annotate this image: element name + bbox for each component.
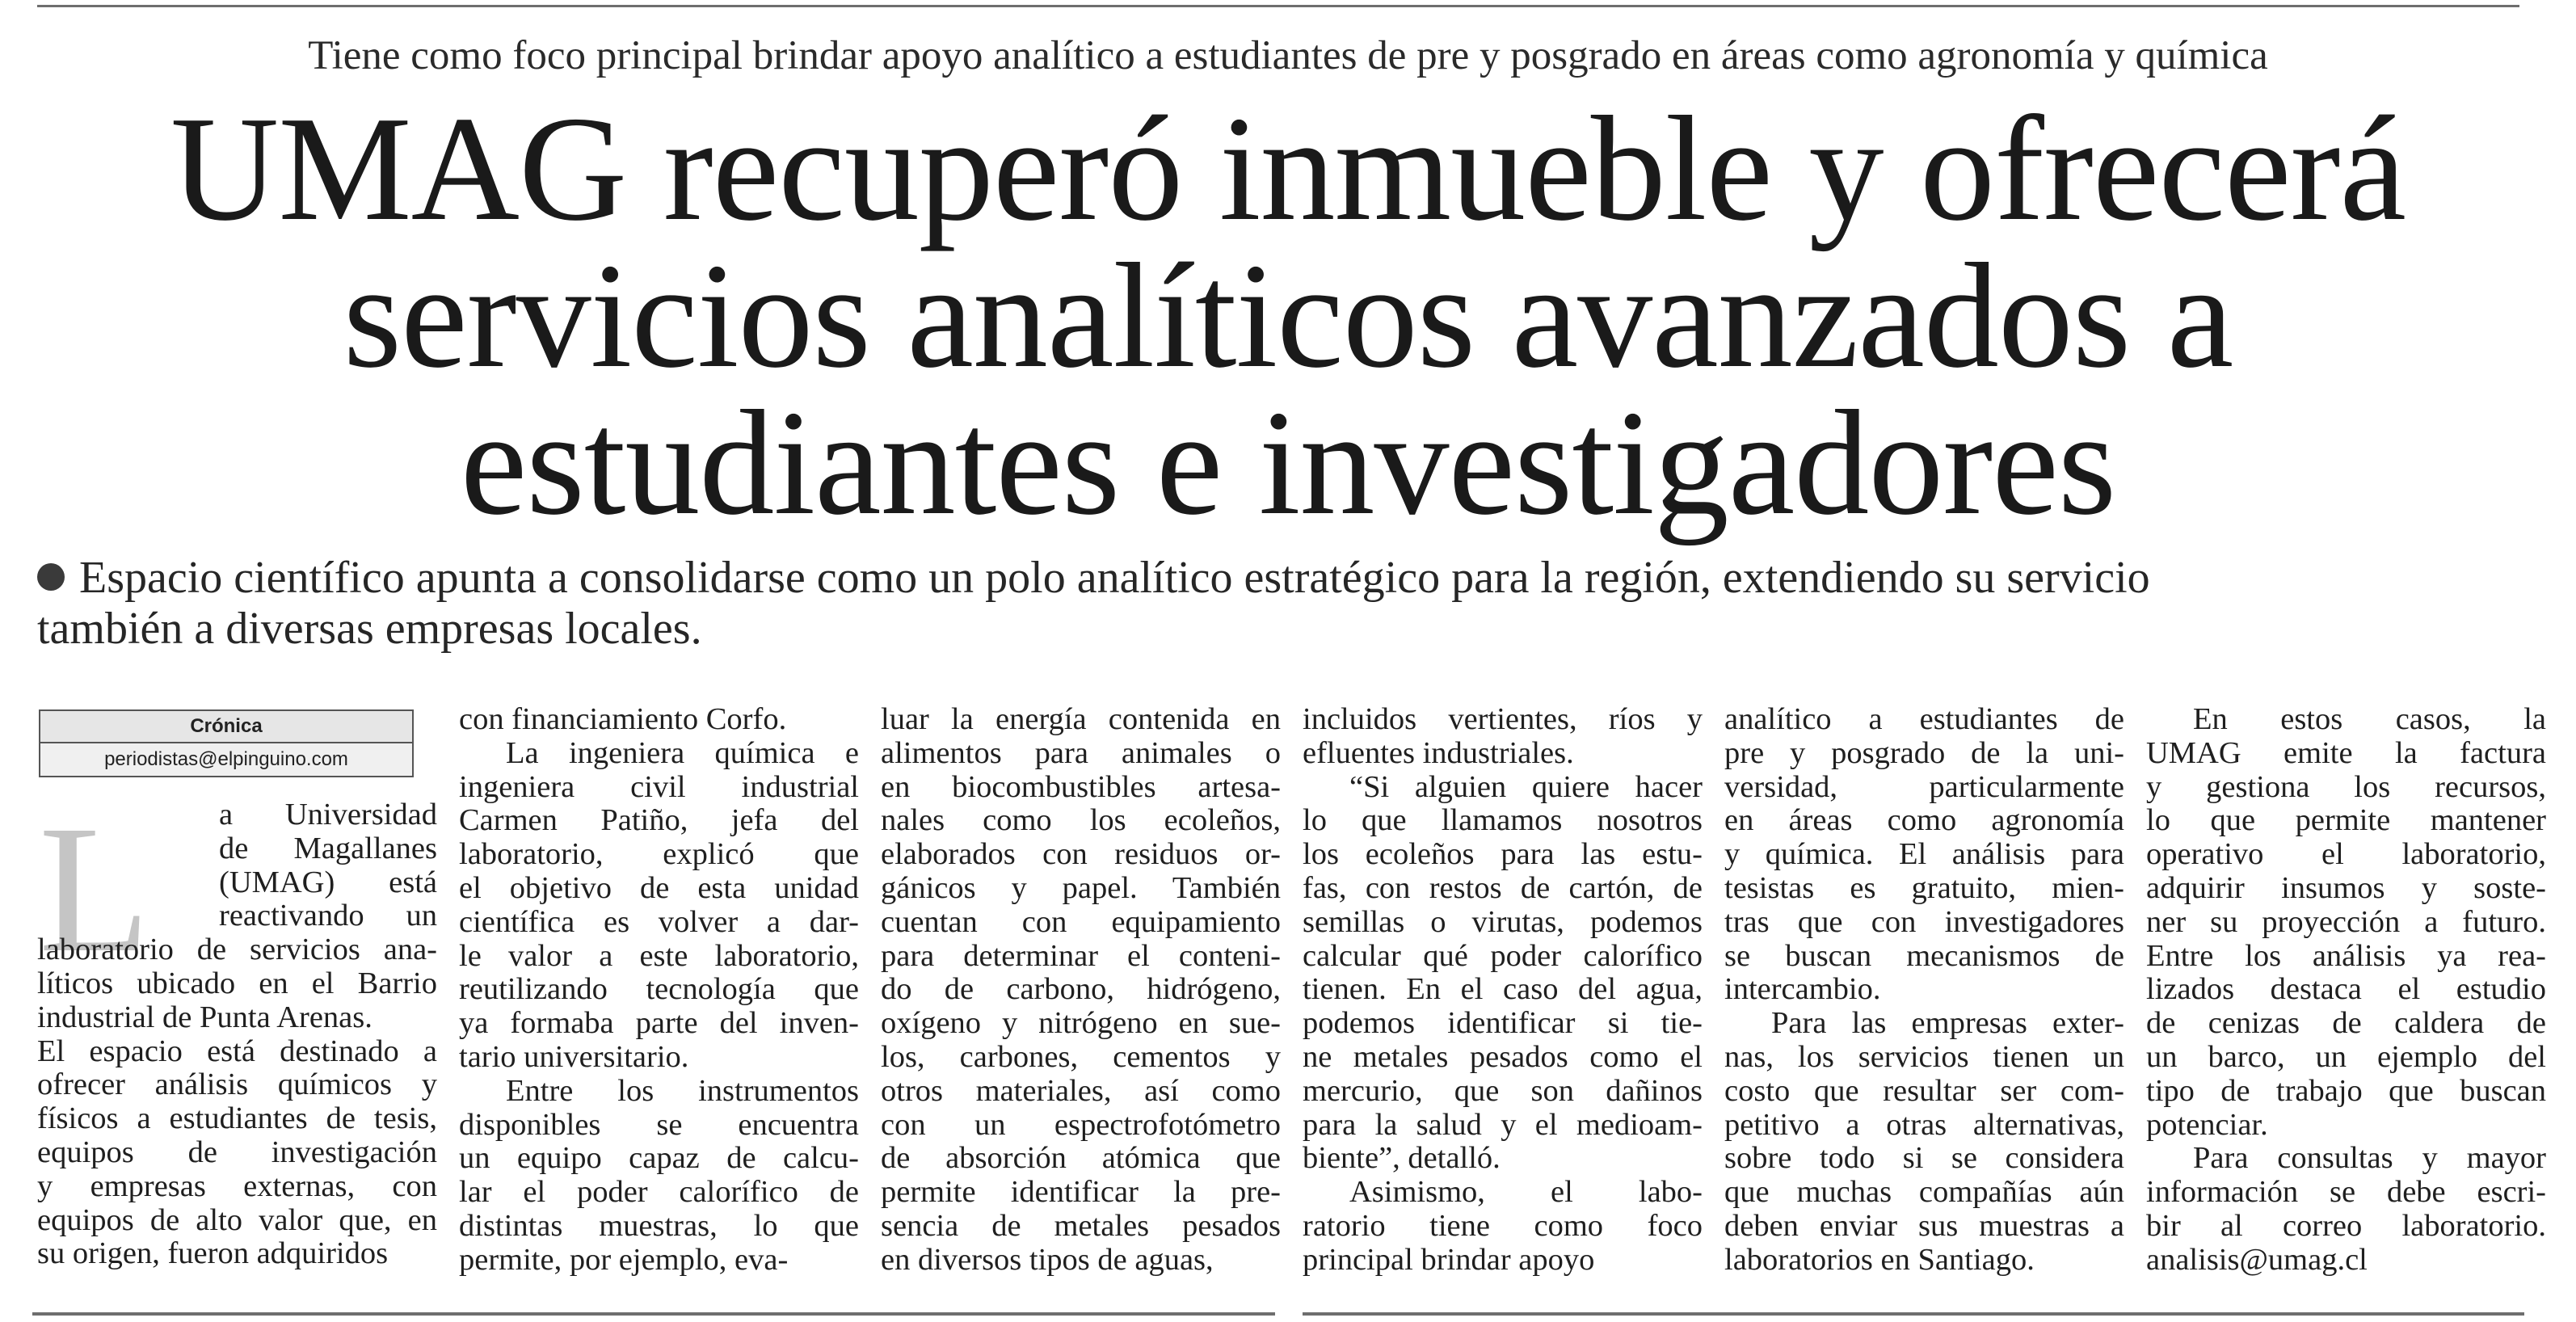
text-line: operativo el laboratorio,	[2146, 837, 2546, 872]
text-line: de absorción atómica que	[881, 1141, 1281, 1176]
text-line: los, carbones, cementos y	[881, 1039, 1281, 1074]
text-line: para determinar el conteni-	[881, 938, 1281, 973]
text-line: principal brindar apoyo	[1303, 1242, 1595, 1277]
text-line: para la salud y el medioam-	[1303, 1107, 1703, 1142]
text-line: analítico a estudiantes de	[1724, 702, 2124, 736]
text-line: ya formaba parte del inven-	[459, 1006, 859, 1041]
text-line: otros materiales, así como	[881, 1073, 1281, 1108]
text-line: reactivando un	[219, 899, 437, 933]
text-line: a Universidad	[219, 798, 437, 832]
text-line: En estos casos, la	[2193, 702, 2546, 736]
bullet-icon	[37, 563, 65, 591]
text-line: y química. El análisis para	[1724, 837, 2124, 872]
text-line: UMAG emite la factura	[2146, 735, 2546, 770]
text-line: elaborados con residuos or-	[881, 837, 1281, 872]
text-line: laboratorios en Santiago.	[1724, 1242, 2035, 1277]
text-line: Carmen Patiño, jefa del	[459, 803, 859, 838]
text-line: información se debe escri-	[2146, 1175, 2546, 1210]
text-line: tario universitario.	[459, 1039, 689, 1074]
headline-line: estudiantes e investigadores	[460, 380, 2116, 546]
text-line: Asimismo, el labo-	[1349, 1175, 1703, 1210]
text-line: Entre los instrumentos	[506, 1073, 859, 1108]
text-line: que muchas compañías aún	[1724, 1175, 2124, 1210]
text-line: el objetivo de esta unidad	[459, 870, 859, 905]
text-line: Entre los análisis ya rea-	[2146, 938, 2546, 973]
text-line: los ecoleños para las estu-	[1303, 837, 1703, 872]
text-line: lizados destaca el estudio	[2146, 972, 2546, 1007]
text-line: luar la energía contenida en	[881, 702, 1281, 736]
headline-line: UMAG recuperó inmueble y ofrecerá	[170, 86, 2406, 252]
text-line: cuentan con equipamiento	[881, 904, 1281, 939]
text-line: su origen, fueron adquiridos	[37, 1236, 389, 1271]
text-line: bir al correo laboratorio.	[2146, 1208, 2546, 1243]
kicker: Tiene como foco principal brindar apoyo analítico a estudiantes de pre y posgrado en áreas como agronomía y química	[308, 33, 2268, 78]
text-line: alimentos para animales o	[881, 735, 1281, 770]
article-column-6	[2146, 703, 2546, 1278]
text-line: físicos a estudiantes de tesis,	[37, 1101, 437, 1136]
text-line: lo que llamamos nosotros	[1303, 803, 1703, 838]
text-line: La ingeniera química e	[506, 735, 859, 770]
article-column-2	[459, 703, 859, 1278]
text-line: tras que con investigadores	[1724, 904, 2124, 939]
text-line: tipo de trabajo que buscan	[2146, 1073, 2546, 1108]
text-line: intercambio.	[1724, 972, 1881, 1007]
text-line: reutilizando tecnología que	[459, 972, 859, 1007]
text-line: gánicos y papel. También	[881, 870, 1281, 905]
column-text	[37, 788, 437, 1271]
text-line: equipos de alto valor que, en	[37, 1202, 437, 1237]
text-line: de Magallanes	[219, 831, 437, 865]
text-line: biente”, detalló.	[1303, 1141, 1501, 1176]
text-line: de cenizas de caldera de	[2146, 1006, 2546, 1041]
article-column-5	[1724, 703, 2124, 1278]
text-line: se buscan mecanismos de	[1724, 938, 2124, 973]
text-line: deben enviar sus muestras a	[1724, 1208, 2124, 1243]
text-line: laboratorio de servicios ana-	[37, 933, 437, 967]
lead-line: también a diversas empresas locales.	[37, 604, 702, 654]
text-line: con un espectrofotómetro	[881, 1107, 1281, 1142]
section-label: Crónica	[40, 711, 412, 743]
text-line: permite identificar la pre-	[881, 1175, 1281, 1210]
text-line: pre y posgrado de la uni-	[1724, 735, 2124, 770]
text-line: versidad, particularmente	[1724, 769, 2124, 804]
text-line: distintas muestras, lo que	[459, 1208, 859, 1243]
text-line: “Si alguien quiere hacer	[1349, 769, 1703, 804]
top-rule	[37, 5, 2519, 7]
text-line: en biocombustibles artesa-	[881, 769, 1281, 804]
article-column-3	[881, 703, 1281, 1278]
text-line: costo que resultar ser com-	[1724, 1073, 2124, 1108]
text-line: industrial de Punta Arenas.	[37, 1000, 373, 1034]
text-line: mercurio, que son dañinos	[1303, 1073, 1703, 1108]
text-line: un equipo capaz de calcu-	[459, 1141, 859, 1176]
text-line: con financiamiento Corfo.	[459, 702, 787, 736]
text-line: efluentes industriales.	[1303, 735, 1574, 770]
text-line: adquirir insumos y soste-	[2146, 870, 2546, 905]
text-line: semillas o virutas, podemos	[1303, 904, 1703, 939]
text-line: do de carbono, hidrógeno,	[881, 972, 1281, 1007]
text-line: un barco, un ejemplo del	[2146, 1039, 2546, 1074]
text-line: calcular qué poder calorífico	[1303, 938, 1703, 973]
text-line: sobre todo si se considera	[1724, 1141, 2124, 1176]
text-line: (UMAG) está	[219, 865, 437, 899]
text-line: laboratorio, explicó que	[459, 837, 859, 872]
text-line: nales como los ecoleños,	[881, 803, 1281, 838]
text-line: sencia de metales pesados	[881, 1208, 1281, 1243]
article-column-4	[1303, 703, 1703, 1278]
text-line: analisis@umag.cl	[2146, 1242, 2368, 1277]
text-line: equipos de investigación	[37, 1135, 437, 1169]
text-line: en áreas como agronomía	[1724, 803, 2124, 838]
text-line: incluidos vertientes, ríos y	[1303, 702, 1703, 736]
text-line: en diversos tipos de aguas,	[881, 1242, 1214, 1277]
text-line: petitivo a otras alternativas,	[1724, 1107, 2124, 1142]
text-line: lo que permite mantener	[2146, 803, 2546, 838]
text-line: tesistas es gratuito, mien-	[1724, 870, 2124, 905]
text-line: podemos identificar si tie-	[1303, 1006, 1703, 1041]
lead-line: Espacio científico apunta a consolidarse como un polo analítico estratégico para la región, extendiendo su servicio	[79, 553, 2150, 603]
bottom-rule	[1303, 1312, 2524, 1316]
drop-cap: L	[39, 788, 151, 990]
text-line: El espacio está destinado a	[37, 1034, 437, 1068]
text-line: Para las empresas exter-	[1771, 1006, 2124, 1041]
text-line: científica es volver a dar-	[459, 904, 859, 939]
byline-box	[39, 709, 414, 777]
lead-summary	[37, 553, 2542, 655]
text-line: ratorio tiene como foco	[1303, 1208, 1703, 1243]
text-line: nas, los servicios tienen un	[1724, 1039, 2124, 1074]
headline	[0, 86, 2576, 546]
text-line: lar el poder calorífico de	[459, 1175, 859, 1210]
text-line: ne metales pesados como el	[1303, 1039, 1703, 1074]
text-line: le valor a este laboratorio,	[459, 938, 859, 973]
text-line: permite, por ejemplo, eva-	[459, 1242, 789, 1277]
text-line: y empresas externas, con	[37, 1168, 437, 1203]
byline-email: periodistas@elpinguino.com	[40, 743, 412, 776]
text-line: potenciar.	[2146, 1107, 2268, 1142]
text-line: oxígeno y nitrógeno en sue-	[881, 1006, 1281, 1041]
text-line: y gestiona los recursos,	[2146, 769, 2546, 804]
text-line: ner su proyección a futuro.	[2146, 904, 2546, 939]
text-line: ingeniera civil industrial	[459, 769, 859, 804]
bottom-rule	[32, 1312, 1275, 1316]
text-line: Para consultas y mayor	[2193, 1141, 2546, 1176]
text-line: tienen. En el caso del agua,	[1303, 972, 1703, 1007]
text-line: líticos ubicado en el Barrio	[37, 966, 437, 1000]
headline-line: servicios analíticos avanzados a	[343, 233, 2233, 399]
text-line: fas, con restos de cartón, de	[1303, 870, 1703, 905]
text-line: disponibles se encuentra	[459, 1107, 859, 1142]
text-line: ofrecer análisis químicos y	[37, 1067, 437, 1102]
